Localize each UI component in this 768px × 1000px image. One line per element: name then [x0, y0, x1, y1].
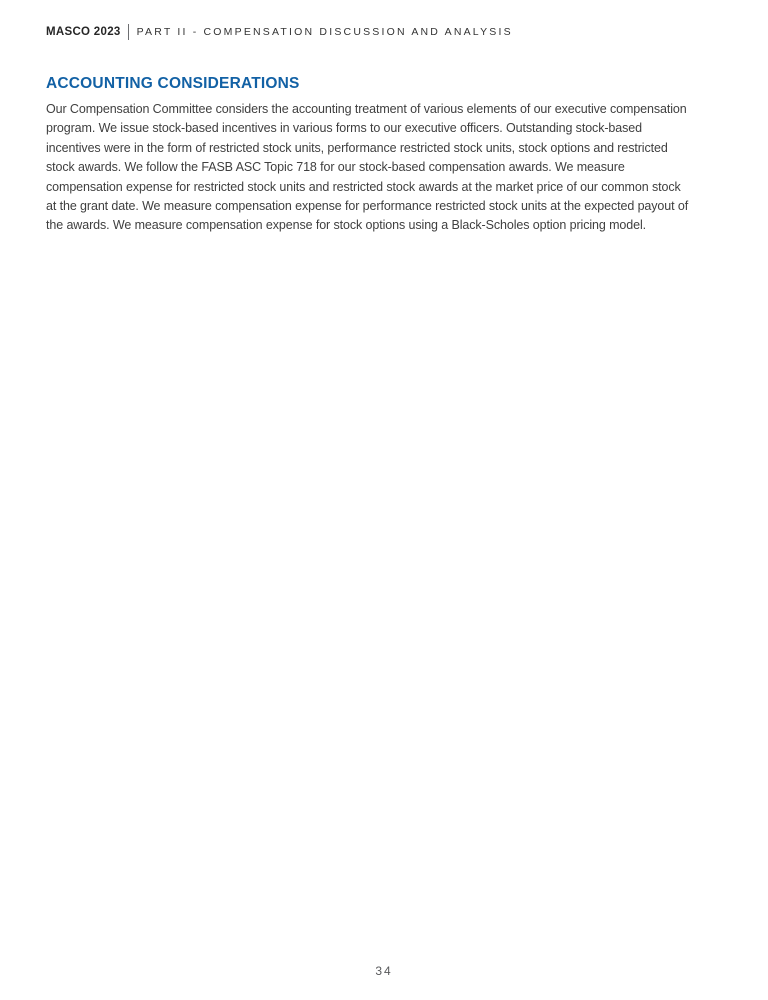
paragraph-line: compensation expense for restricted stock units and restricted stock awards at the market price of our common stock — [46, 179, 681, 194]
paragraph-line: the awards. We measure compensation expense for stock options using a Black-Scholes option pricing model. — [46, 218, 647, 233]
header-divider — [128, 24, 129, 40]
paragraph-line: at the grant date. We measure compensation expense for performance restricted stock units at the expected payout of — [46, 199, 689, 214]
page-footer — [0, 962, 768, 980]
paragraph-line: Our Compensation Committee considers the accounting treatment of various elements of our executive compensation — [46, 102, 687, 116]
section-heading: ACCOUNTING CONSIDERATIONS — [46, 75, 300, 92]
page-number: 34 — [375, 964, 393, 978]
paragraph-line: program. We issue stock-based incentives in various forms to our executive officers. Outstanding stock-based — [46, 121, 642, 136]
running-header — [46, 24, 513, 40]
brand-label: MASCO 2023 — [46, 26, 121, 38]
part-section-label: PART II - COMPENSATION DISCUSSION AND ANALYSIS — [136, 26, 513, 38]
paragraph-line: stock awards. We follow the FASB ASC Topic 718 for our stock-based compensation awards. We measure — [46, 160, 625, 175]
body-paragraph — [46, 100, 746, 236]
paragraph-line: incentives were in the form of restricted stock units, performance restricted stock units, stock options and restricted — [46, 140, 668, 155]
